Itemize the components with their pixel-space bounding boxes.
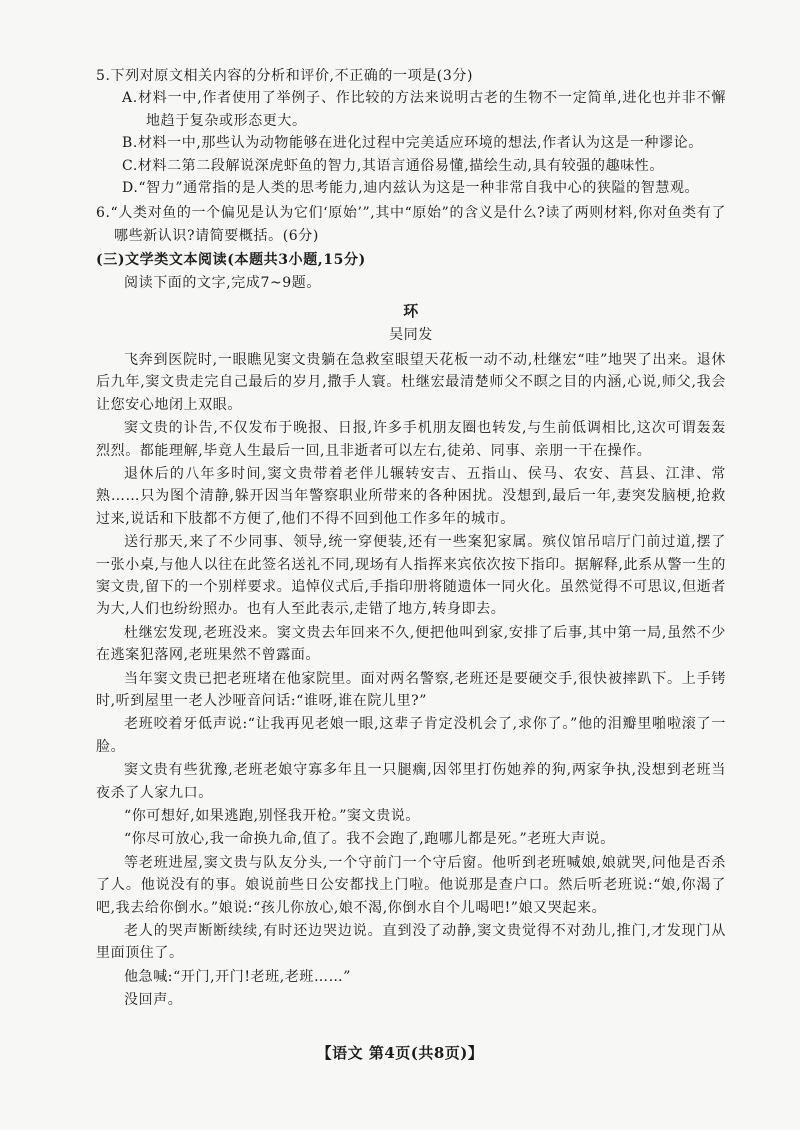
section-3-heading: (三)文学类文本阅读(本题共3小题,15分) (96, 252, 366, 269)
story-paragraph: 送行那天,来了不少同事、领导,统一穿便装,还有一些案犯家属。殡仪馆吊唁厅门前过道,摆了一张小桌,与他人以往在此签名送礼不同,现场有人指挥来宾依次按下指印。据解释,此系从警一生的窦文贵,留下的一个别样要求。追悼仪式后,手指印册将随遗体一同火化。虽然觉得不可思议,但逝者为大,人们也纷纷照办。也有人至此表示,走错了地方,转身即去。 (96, 534, 726, 618)
question-5-stem: 5.下列对原文相关内容的分析和评价,不正确的一项是(3分) (96, 68, 474, 84)
page-footer: 【语文 第4页(共8页)】 (316, 1044, 484, 1062)
story-title: 环 (403, 302, 419, 321)
story-paragraph: 老班咬着牙低声说:“让我再见老娘一眼,这辈子肯定没机会了,求你了。”他的泪瓣里啪啦滚了一脸。 (96, 716, 726, 755)
question-5-option-a: A.材料一中,作者使用了举例子、作比较的方法来说明古老的生物不一定简单,进化也并非不懈地趋于复杂或形态更大。 (122, 90, 726, 129)
question-6: 6.“人类对鱼的一个偏见是认为它们‘原始’”,其中“原始”的含义是什么?读了两则材料,你对鱼类有了哪些新认识?请简要概括。(6分) (96, 205, 726, 244)
story-paragraph: 他急喊:“开门,开门!老班,老班……” (124, 968, 351, 985)
story-paragraph: 没回声。 (124, 992, 183, 1009)
story-paragraph: 飞奔到医院时,一眼瞧见窦文贵躺在急救室眼望天花板一动不动,杜继宏“哇”地哭了出来。退休后九年,窦文贵走完自己最后的岁月,撒手人寰。杜继宏最清楚师父不瞑之目的内涵,心说,师父,我会让您安心地闭上双眼。 (96, 351, 726, 413)
story-paragraph: 窦文贵有些犹豫,老班老娘守寡多年且一只腿瘸,因邻里打伤她养的狗,两家争执,没想到老班当夜杀了人家九口。 (96, 762, 726, 801)
story-paragraph: 等老班进屋,窦文贵与队友分头,一个守前门一个守后窗。他听到老班喊娘,娘就哭,问他是否杀了人。他说没有的事。娘说前些日公安都找上门啦。他说那是查户口。然后听老班说:“娘,你渴了吧,我去给你倒水。”娘说:“孩儿你放心,娘不渴,你倒水自个儿喝吧!”娘又哭起来。 (96, 854, 726, 916)
question-5-option-b: B.材料一中,那些认为动物能够在进化过程中完美适应环境的想法,作者认为这是一种谬论。 (122, 135, 703, 152)
story-paragraph: 杜继宏发现,老班没来。窦文贵去年回来不久,便把他叫到家,安排了后事,其中第一局,虽然不少在逃案犯落网,老班果然不曾露面。 (96, 624, 726, 664)
question-5-option-c: C.材料二第二段解说深虎虾鱼的智力,其语言通俗易懂,描绘生动,具有较强的趣味性。 (122, 157, 665, 174)
story-paragraph: 老人的哭声断断续续,有时还边哭边说。直到没了动静,窦文贵觉得不对劲儿,推门,才发现门从里面顶住了。 (96, 923, 726, 962)
question-5-option-d: D.“智力”通常指的是人类的思考能力,迪内兹认为这是一种非常自我中心的狭隘的智慧观。 (122, 180, 700, 197)
story-author: 吴同发 (389, 327, 433, 344)
story-paragraph: 窦文贵的讣告,不仅发布于晚报、日报,许多手机朋友圈也转发,与生前低调相比,这次可谓轰轰烈烈。都能理解,毕竟人生最后一回,且非逝者可以左右,徒弟、同事、亲朋一干在操作。 (96, 420, 726, 459)
page-content (96, 62, 726, 1012)
story-paragraph: “你可想好,如果逃跑,别怪我开枪。”窦文贵说。 (124, 808, 421, 824)
section-3-instruction: 阅读下面的文字,完成7~9题。 (124, 274, 321, 291)
story-paragraph: 退休后的八年多时间,窦文贵带着老伴儿辗转安吉、五指山、侯马、农安、莒县、江津、常熟……只为图个清静,躲开因当年警察职业所带来的各种困扰。没想到,最后一年,妻突发脑梗,抢救过来,说话和下肢都不方便了,他们不得不回到他工作多年的城市。 (96, 465, 726, 527)
story-paragraph: “你尽可放心,我一命换九命,值了。我不会跑了,跑哪儿都是死。”老班大声说。 (124, 831, 615, 848)
story-paragraph: 当年窦文贵已把老班堵在他家院里。面对两名警察,老班还是要硬交手,很快被摔趴下。上手铐时,听到屋里一老人沙哑音问话:“谁呀,谁在院儿里?” (96, 670, 726, 709)
